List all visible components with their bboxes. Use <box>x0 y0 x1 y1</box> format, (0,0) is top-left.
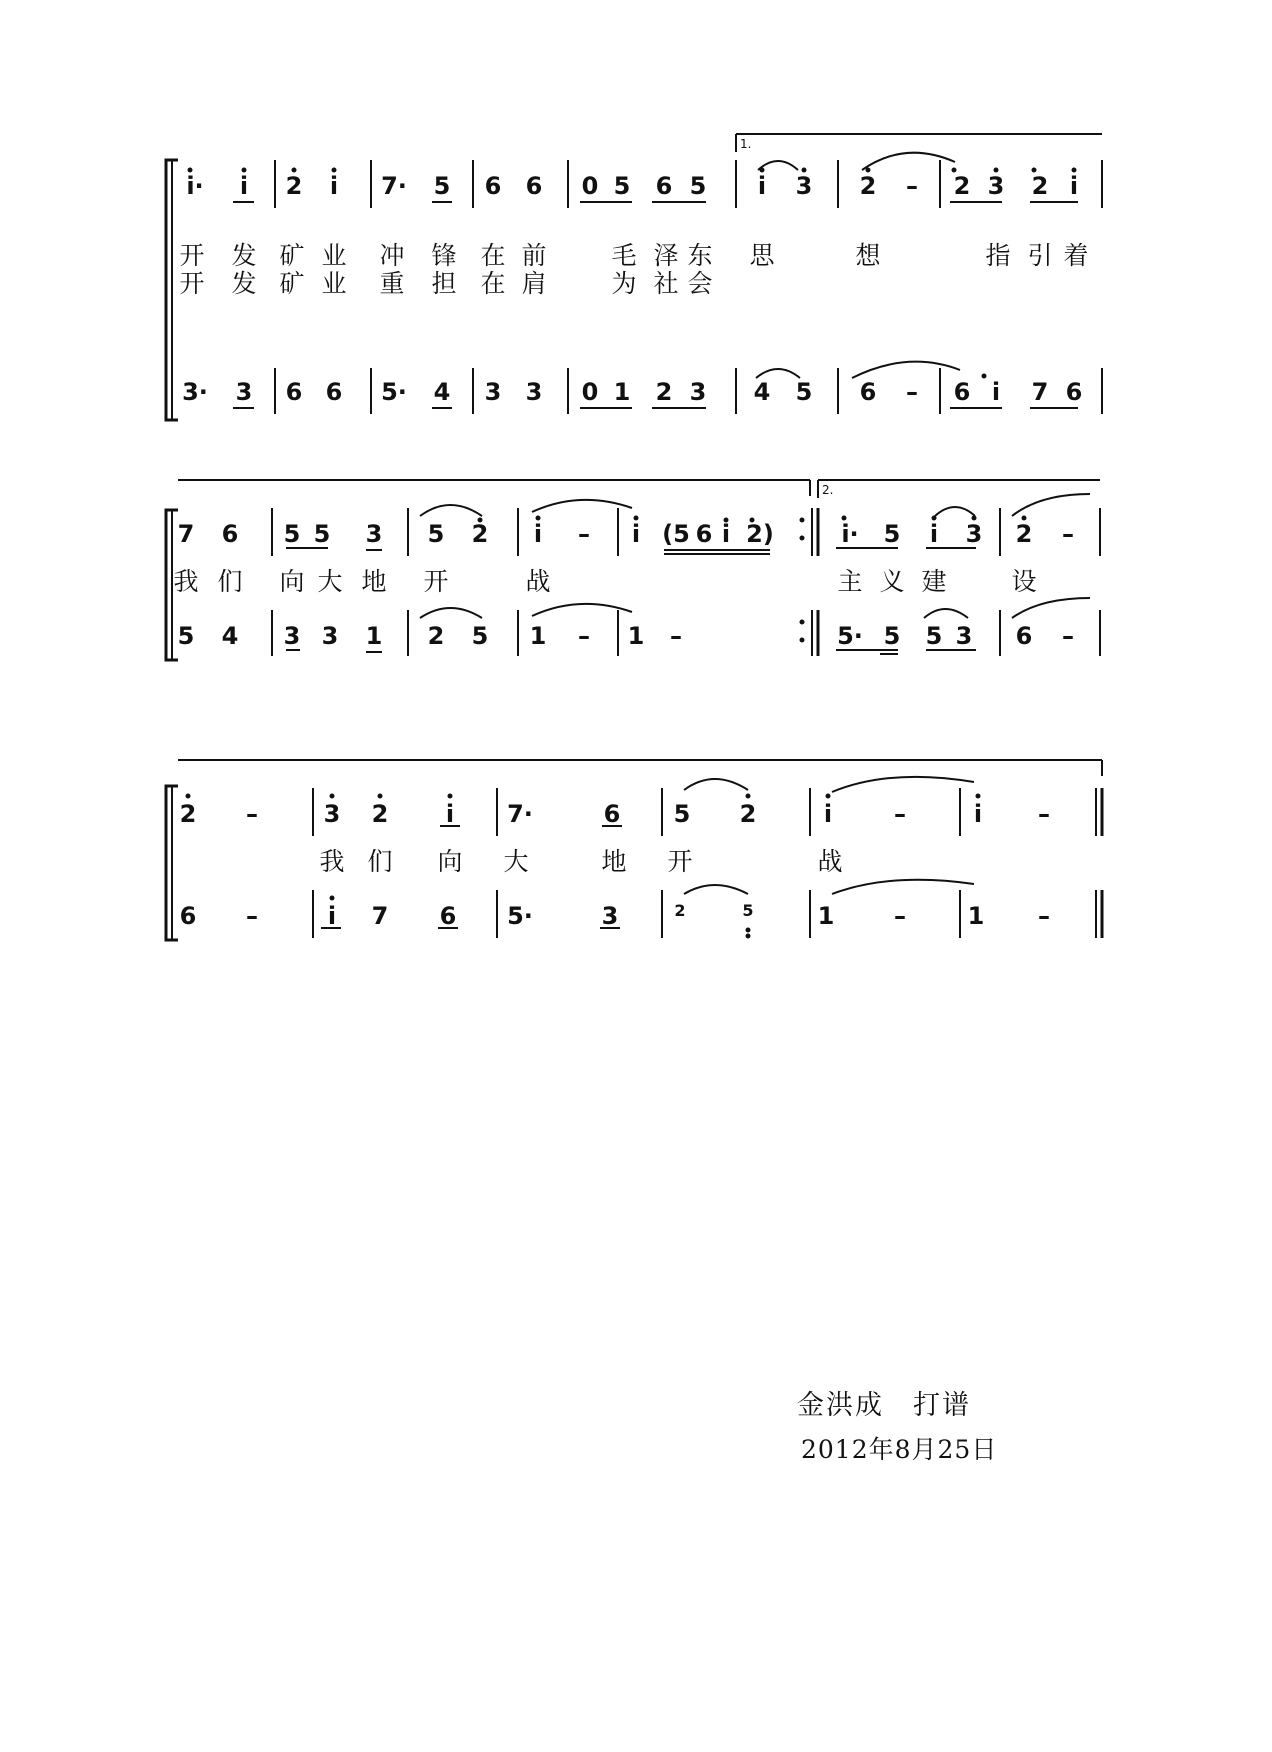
lyric: 开 <box>179 269 205 298</box>
note: 4 <box>221 622 239 650</box>
note: 5· <box>381 378 407 406</box>
lyric: 开 <box>179 241 205 270</box>
note: – <box>246 800 258 828</box>
note: 7 <box>371 902 389 930</box>
lyric: 泽 <box>653 241 679 270</box>
lyric: 向 <box>437 847 463 876</box>
lyric: 发 <box>231 241 257 270</box>
lyric: 们 <box>367 847 393 876</box>
note: 7 <box>177 520 195 548</box>
note: i <box>631 520 641 548</box>
lyric: 想 <box>855 241 881 270</box>
note: i <box>1069 172 1079 200</box>
lyric: 担 <box>431 269 457 298</box>
note: i <box>823 800 833 828</box>
note: 2 <box>471 520 489 548</box>
note: 3 <box>689 378 707 406</box>
note: 2 <box>739 800 757 828</box>
lyric: 义 <box>879 567 905 596</box>
note: 2 <box>371 800 389 828</box>
tie <box>684 779 748 790</box>
lyric: 主 <box>837 567 863 596</box>
note: 3 <box>601 902 619 930</box>
note: (5 <box>662 520 690 548</box>
note: 6 <box>484 172 502 200</box>
tie <box>420 608 482 618</box>
lyric: 大 <box>317 567 343 596</box>
note: – <box>1062 520 1074 548</box>
note: i <box>721 520 731 548</box>
note: 6 <box>179 902 197 930</box>
lyric: 社 <box>653 269 679 298</box>
note: – <box>246 902 258 930</box>
note: 2 <box>285 172 303 200</box>
lyric: 大 <box>503 847 529 876</box>
note: 4 <box>753 378 771 406</box>
note: 3 <box>365 520 383 548</box>
tie <box>852 362 960 378</box>
note: 5 <box>689 172 707 200</box>
note: 5· <box>507 902 533 930</box>
tie <box>420 505 482 516</box>
note: 5· <box>837 622 863 650</box>
tie <box>1012 598 1090 618</box>
note: 2 <box>859 172 877 200</box>
note: i <box>929 520 939 548</box>
note: 5 <box>925 622 943 650</box>
tie <box>924 609 968 618</box>
note: – <box>578 622 590 650</box>
lyric: 为 <box>611 269 637 298</box>
note: i· <box>841 520 859 548</box>
note: 6 <box>655 172 673 200</box>
note: 6 <box>525 172 543 200</box>
note: 5 <box>742 901 754 920</box>
note: i <box>327 902 337 930</box>
note: i <box>991 378 1001 406</box>
lyric: 开 <box>667 847 693 876</box>
note: 2 <box>674 901 686 920</box>
lyric: 地 <box>601 847 627 876</box>
lyric: 发 <box>231 269 257 298</box>
lyric: 引 <box>1027 241 1053 270</box>
note: 0 <box>581 378 599 406</box>
lyric: 业 <box>321 269 347 298</box>
lyric: 矿 <box>279 241 305 270</box>
lyric: 着 <box>1063 241 1089 270</box>
note: 3· <box>182 378 208 406</box>
note: 6 <box>221 520 239 548</box>
lyric: 向 <box>279 567 305 596</box>
note: 7· <box>381 172 407 200</box>
note: 5 <box>433 172 451 200</box>
note: 0 <box>581 172 599 200</box>
note: 4 <box>433 378 451 406</box>
note: i <box>329 172 339 200</box>
note: – <box>670 622 682 650</box>
tie <box>1012 494 1090 516</box>
note: 5 <box>673 800 691 828</box>
lyric: 建 <box>921 567 947 596</box>
note: 3 <box>955 622 973 650</box>
transcription-date: 2012年8月25日 <box>801 1435 998 1464</box>
note: 6 <box>695 520 713 548</box>
tie <box>935 507 975 516</box>
lyric: 前 <box>521 241 547 270</box>
note: i <box>757 172 767 200</box>
note: 1 <box>627 622 645 650</box>
note: 3 <box>484 378 502 406</box>
note: 7 <box>1031 378 1049 406</box>
lyric: 会 <box>687 269 713 298</box>
note: 3 <box>283 622 301 650</box>
lyric: 我 <box>173 567 199 596</box>
note: 5 <box>427 520 445 548</box>
note: 6 <box>1015 622 1033 650</box>
note: i <box>973 800 983 828</box>
note: i <box>239 172 249 200</box>
note: i <box>533 520 543 548</box>
volta-2-label: 2. <box>822 483 834 497</box>
note: 3 <box>321 622 339 650</box>
note: 3 <box>795 172 813 200</box>
note: 5 <box>795 378 813 406</box>
lyric: 业 <box>321 241 347 270</box>
lyric: 战 <box>817 847 843 876</box>
lyric: 重 <box>379 269 405 298</box>
note: – <box>906 378 918 406</box>
lyric: 东 <box>687 241 713 270</box>
note: 5 <box>883 622 901 650</box>
note: 5 <box>283 520 301 548</box>
note: 7· <box>507 800 533 828</box>
tie <box>684 885 748 894</box>
lyric: 冲 <box>379 241 405 270</box>
note: – <box>894 800 906 828</box>
note: 5 <box>313 520 331 548</box>
tie <box>832 777 974 792</box>
note: – <box>1062 622 1074 650</box>
lyric: 开 <box>423 567 449 596</box>
note: 6 <box>285 378 303 406</box>
note: 5 <box>471 622 489 650</box>
note: 1 <box>613 378 631 406</box>
note: 6 <box>859 378 877 406</box>
note: – <box>906 172 918 200</box>
note: 1 <box>365 622 383 650</box>
lyric: 设 <box>1011 567 1037 596</box>
note: 6 <box>953 378 971 406</box>
note: 2 <box>953 172 971 200</box>
lyric: 毛 <box>611 241 637 270</box>
note: 1 <box>967 902 985 930</box>
lyric: 思 <box>749 241 775 270</box>
note: 6 <box>439 902 457 930</box>
lyric: 锋 <box>431 241 457 270</box>
volta-1-label: 1. <box>740 137 752 151</box>
note: 3 <box>525 378 543 406</box>
note: 6 <box>1065 378 1083 406</box>
note: i· <box>186 172 204 200</box>
lyric: 在 <box>480 241 506 270</box>
lyric: 指 <box>985 241 1011 270</box>
arranger-credit: 金洪成 打谱 <box>797 1390 971 1421</box>
tie <box>832 880 974 894</box>
lyric: 地 <box>361 567 387 596</box>
note: 5 <box>613 172 631 200</box>
note: 5 <box>883 520 901 548</box>
note: 3 <box>235 378 253 406</box>
lyric: 战 <box>525 567 551 596</box>
note: 2 <box>179 800 197 828</box>
note: 2 <box>427 622 445 650</box>
note: 2 <box>1031 172 1049 200</box>
note: i <box>445 800 455 828</box>
note: 1 <box>817 902 835 930</box>
note: – <box>1038 800 1050 828</box>
note: 5 <box>177 622 195 650</box>
note: 3 <box>965 520 983 548</box>
tie <box>862 153 955 170</box>
note: 6 <box>325 378 343 406</box>
tie <box>756 369 800 378</box>
note: 6 <box>603 800 621 828</box>
note: 1 <box>529 622 547 650</box>
note: – <box>1038 902 1050 930</box>
lyric: 我 <box>319 847 345 876</box>
note: – <box>578 520 590 548</box>
note: 2 <box>655 378 673 406</box>
lyric: 在 <box>480 269 506 298</box>
note: 3 <box>987 172 1005 200</box>
lyric: 肩 <box>521 269 547 298</box>
note: 2 <box>1015 520 1033 548</box>
note: 2) <box>746 520 774 548</box>
lyric: 矿 <box>279 269 305 298</box>
lyric: 们 <box>217 567 243 596</box>
note: 3 <box>323 800 341 828</box>
note: – <box>894 902 906 930</box>
